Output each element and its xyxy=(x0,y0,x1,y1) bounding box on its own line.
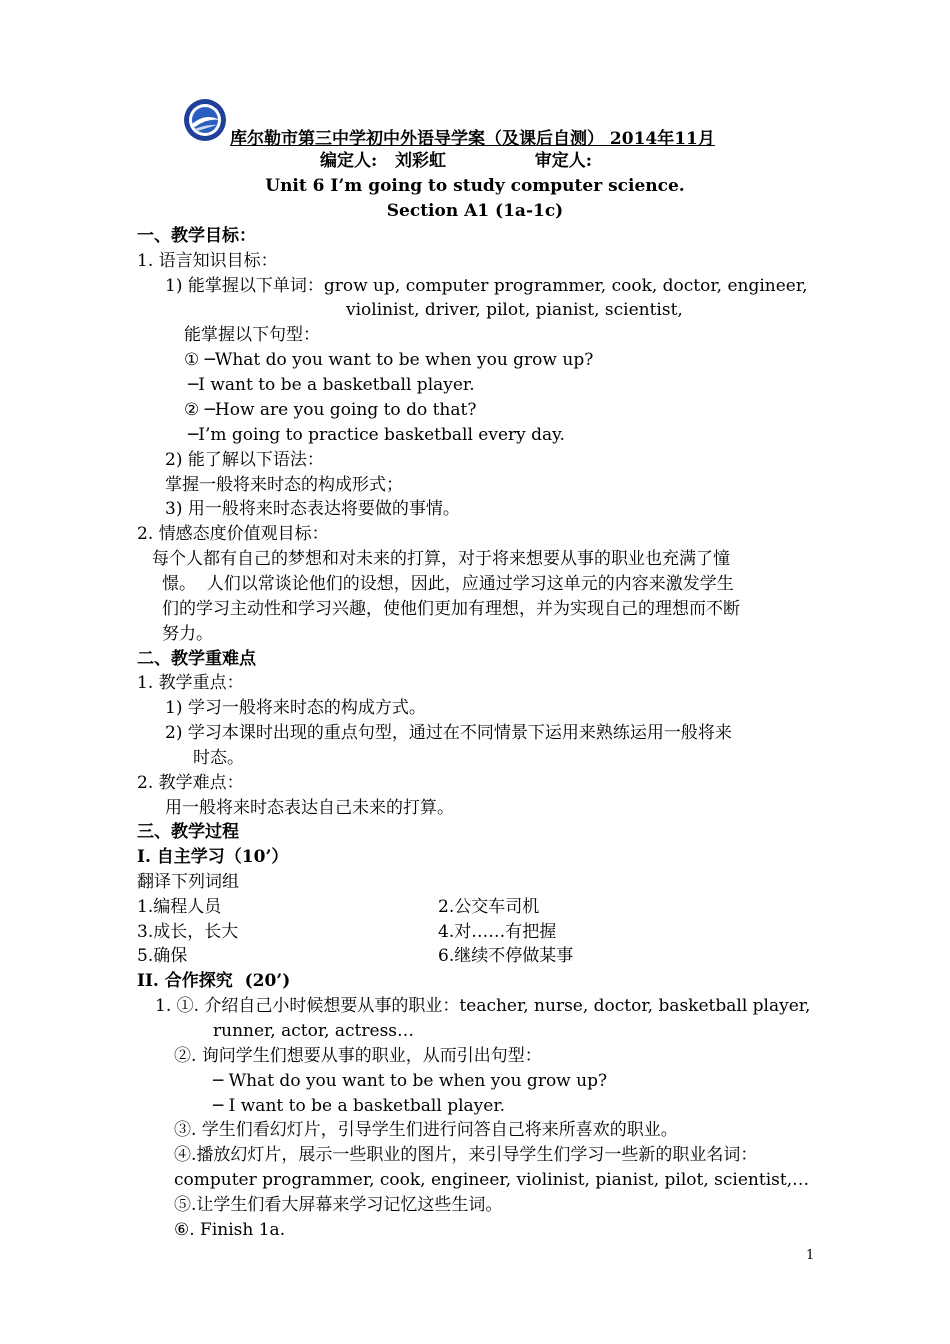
process-heading: 三、教学过程 xyxy=(137,822,239,842)
lang-heading: 1. 语言知识目标： xyxy=(137,251,278,271)
translate-item: 1.编程人员 xyxy=(137,897,222,917)
focus-heading: 1. 教学重点： xyxy=(137,673,244,693)
coop-step-4-cont: computer programmer, cook, engineer, violinist, pianist, pilot, scientist,… xyxy=(174,1170,810,1190)
translate-item: 2.公交车司机 xyxy=(438,897,540,917)
difficult-heading: 2. 教学难点： xyxy=(137,773,244,793)
unit-title: Unit 6 I’m going to study computer science. xyxy=(265,176,685,196)
translate-item: 4.对……有把握 xyxy=(438,922,557,942)
translate-item: 3.成长，长大 xyxy=(137,922,239,942)
vocab-line-2: violinist, driver, pilot, pianist, scientist, xyxy=(346,300,683,320)
sentence-2: ─I want to be a basketball player. xyxy=(188,375,475,395)
section-title: Section A1 (1a-1c) xyxy=(386,201,564,221)
school-title: 库尔勒市第三中学初中外语导学案（及课后自测） 2014年11月 xyxy=(230,129,715,149)
self-study-heading: I. 自主学习（10’） xyxy=(137,847,289,867)
sentence-3: ② ─How are you going to do that? xyxy=(184,400,477,420)
focus-2-cont: 时态。 xyxy=(193,748,244,768)
coop-step-5: ⑤.让学生们看大屏幕来学习记忆这些生词。 xyxy=(174,1195,503,1215)
attitude-heading: 2. 情感态度价值观目标： xyxy=(137,524,329,544)
coop-step-2-a: ─ I want to be a basketball player. xyxy=(213,1096,505,1116)
translate-intro: 翻译下列词组 xyxy=(137,872,239,892)
sentence-4: ─I’m going to practice basketball every day. xyxy=(188,425,565,445)
attitude-line-1: 每个人都有自己的梦想和对未来的打算，对于将来想要从事的职业也充满了憧 xyxy=(152,549,730,569)
coop-step-2: ②. 询问学生们想要从事的职业，从而引出句型： xyxy=(174,1046,542,1066)
objectives-heading: 一、教学目标： xyxy=(137,226,256,246)
sentence-intro: 能掌握以下句型： xyxy=(184,325,320,345)
attitude-line-2: 憬。 人们以常谈论他们的设想，因此，应通过学习这单元的内容来激发学生 xyxy=(162,574,734,594)
editor-line: 编定人: 刘彩虹 审定人: xyxy=(320,151,593,171)
attitude-line-3: 们的学习主动性和学习兴趣，使他们更加有理想，并为实现自己的理想而不断 xyxy=(162,599,740,619)
grammar-1: 掌握一般将来时态的构成形式； xyxy=(165,475,403,495)
school-logo xyxy=(183,98,227,142)
sentence-1: ① ─What do you want to be when you grow up? xyxy=(184,350,594,370)
focus-1: 1) 学习一般将来时态的构成方式。 xyxy=(165,698,426,718)
coop-step-2-q: ─ What do you want to be when you grow up? xyxy=(213,1071,608,1091)
translate-item: 6.继续不停做某事 xyxy=(438,946,574,966)
difficult-1: 用一般将来时态表达自己未来的打算。 xyxy=(165,798,454,818)
coop-step-6: ⑥. Finish 1a. xyxy=(174,1220,286,1240)
coop-step-1: 1. ①. 介绍自己小时候想要从事的职业：teacher, nurse, doctor, basketball player, xyxy=(155,996,811,1016)
grammar-2: 3) 用一般将来时态表达将要做的事情。 xyxy=(165,499,460,519)
keypoints-heading: 二、教学重难点 xyxy=(137,649,256,669)
page-number: 1 xyxy=(806,1248,815,1263)
translate-item: 5.确保 xyxy=(137,946,188,966)
grammar-intro: 2) 能了解以下语法： xyxy=(165,450,324,470)
coop-heading: II. 合作探究 (20’) xyxy=(137,971,291,991)
attitude-line-4: 努力。 xyxy=(162,624,213,644)
coop-step-3: ③. 学生们看幻灯片，引导学生们进行问答自己将来所喜欢的职业。 xyxy=(174,1120,678,1140)
focus-2: 2) 学习本课时出现的重点句型，通过在不同情景下运用来熟练运用一般将来 xyxy=(165,723,732,743)
coop-step-1-cont: runner, actor, actress… xyxy=(213,1021,415,1041)
vocab-line-1: 1) 能掌握以下单词：grow up, computer programmer, cook, doctor, engineer, xyxy=(165,276,808,296)
coop-step-4: ④.播放幻灯片，展示一些职业的图片，来引导学生们学习一些新的职业名词： xyxy=(174,1145,758,1165)
